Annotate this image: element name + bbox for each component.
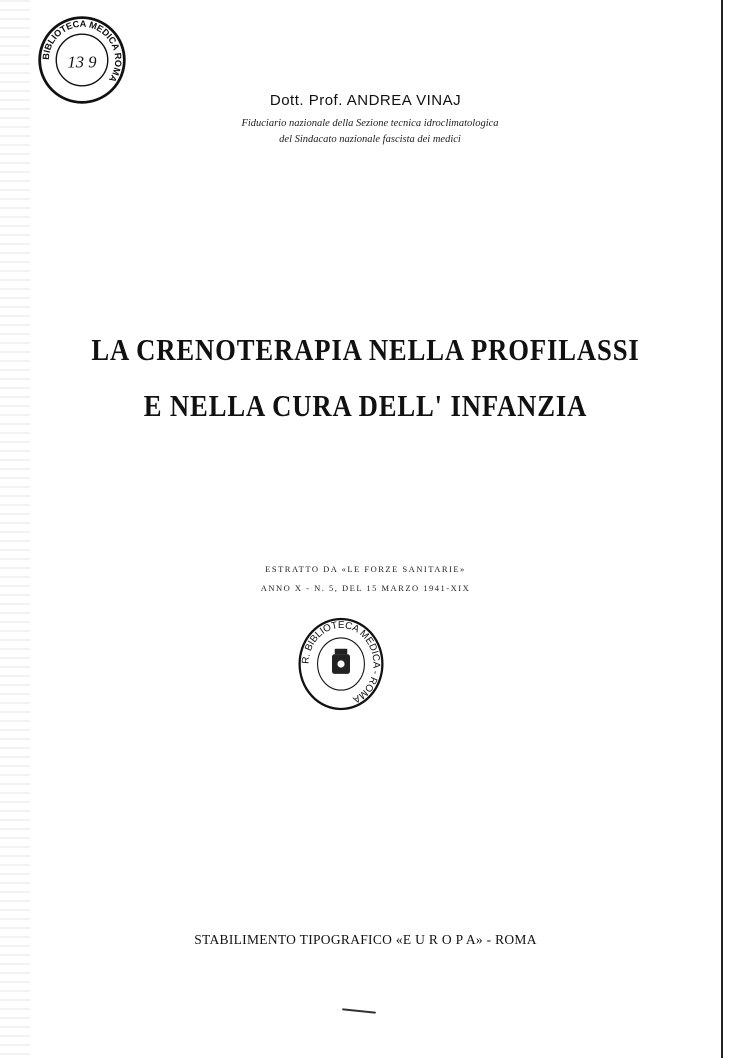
corner-stamp-ring-text: BIBLIOTECA MEDICA ROMA (40, 18, 124, 84)
title-line: E NELLA CURA DELL' INFANZIA (143, 388, 588, 423)
affiliation-line: del Sindacato nazionale fascista dei medici (279, 134, 461, 145)
pen-mark (342, 1008, 376, 1014)
page-edge (721, 0, 723, 1058)
scan-edge-noise (0, 0, 30, 1058)
affiliation-line: Fiduciario nazionale della Sezione tecnica idroclimatologica (241, 118, 499, 129)
corner-stamp-mark: 13 9 (67, 52, 97, 72)
library-stamp (296, 614, 386, 714)
extract-note: ESTRATTO DA «LE FORZE SANITARIE» (265, 564, 466, 574)
extract-issue: ANNO X - N. 5, DEL 15 MARZO 1941-XIX (260, 583, 471, 593)
publisher-line: STABILIMENTO TIPOGRAFICO «E U R O P A» - ROMA (194, 932, 537, 947)
title-line: LA CRENOTERAPIA NELLA PROFILASSI (91, 332, 640, 367)
crest-icon (332, 649, 350, 674)
stamp-ring-text: R. BIBLIOTECA MEDICA - ROMA (300, 619, 382, 705)
author-name: Dott. Prof. ANDREA VINAJ (269, 92, 462, 109)
